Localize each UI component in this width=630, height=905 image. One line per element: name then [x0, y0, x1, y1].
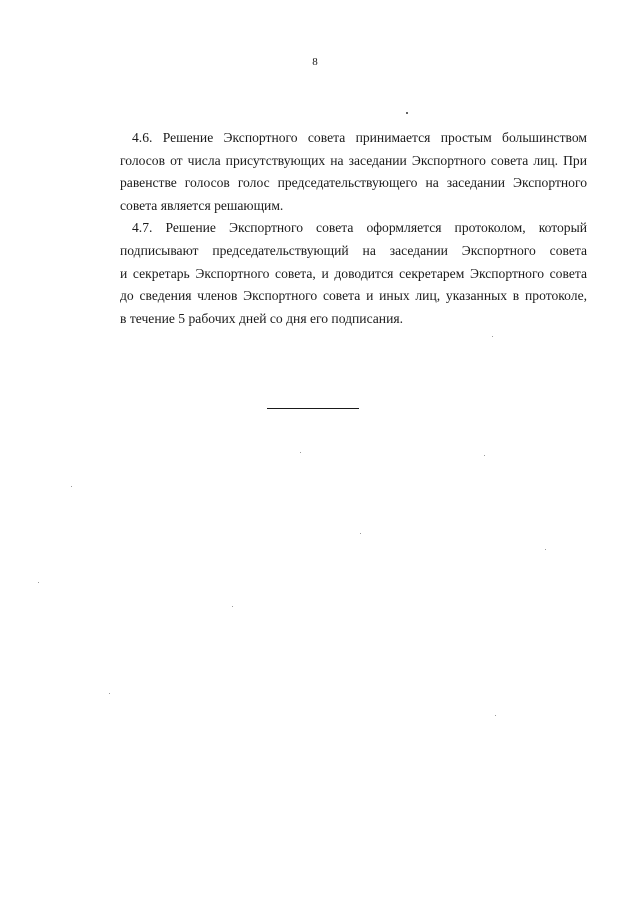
document-body [120, 127, 587, 330]
scan-speck [71, 486, 72, 487]
text-line: совета является решающим. [120, 197, 284, 213]
scan-speck [495, 715, 496, 716]
paragraph-4-6 [120, 127, 587, 217]
paragraph-4-7 [120, 217, 587, 330]
scan-speck [300, 452, 301, 453]
text-line: равенстве голосов голос председательствующего на заседании Экспортного [120, 175, 587, 191]
page-number: 8 [312, 56, 318, 68]
scan-speck [484, 455, 485, 456]
end-of-text-rule [267, 408, 359, 409]
scan-speck [360, 533, 361, 534]
scan-dot-mark [406, 112, 408, 114]
text-line: 4.7. Решение Экспортного совета оформляется протоколом, который [132, 220, 587, 236]
scan-speck [492, 336, 493, 337]
text-line: голосов от числа присутствующих на заседании Экспортного совета лиц. При [120, 152, 587, 168]
text-line: до сведения членов Экспортного совета и иных лиц, указанных в протоколе, [120, 288, 587, 304]
scan-speck [109, 693, 110, 694]
scan-speck [232, 606, 233, 607]
text-line: в течение 5 рабочих дней со дня его подписания. [120, 310, 404, 326]
text-line: 4.6. Решение Экспортного совета принимается простым большинством [132, 130, 587, 145]
text-line: подписывают председательствующий на заседании Экспортного совета [120, 242, 587, 258]
scan-speck [38, 582, 39, 583]
scan-speck [545, 549, 546, 550]
text-line: и секретарь Экспортного совета, и доводится секретарем Экспортного совета [120, 265, 587, 281]
